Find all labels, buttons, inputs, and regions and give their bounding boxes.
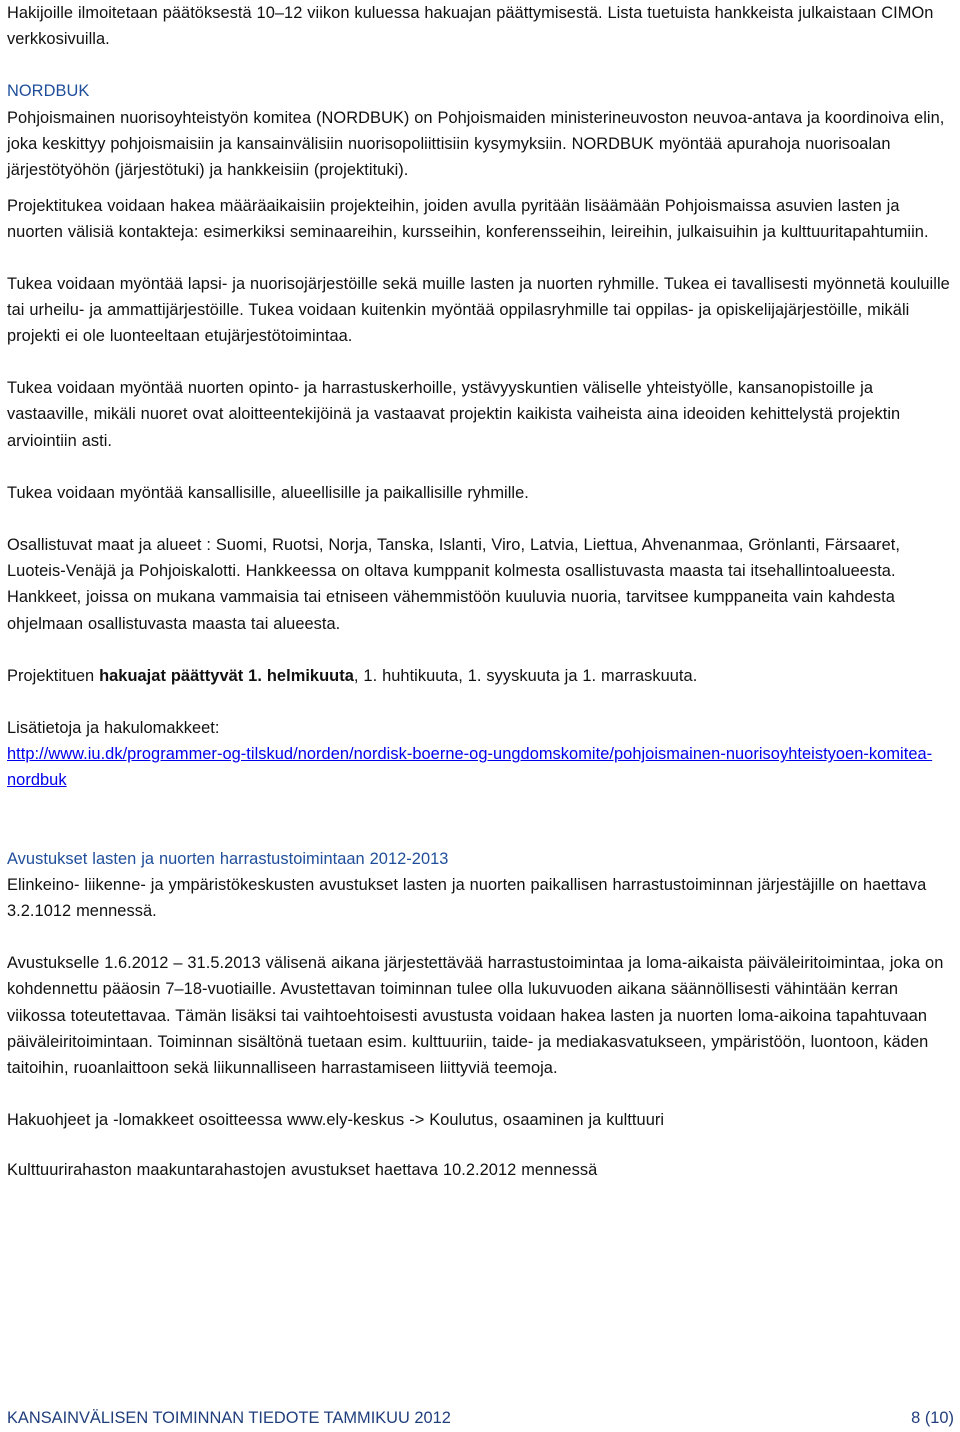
projektituki-paragraph: Projektitukea voidaan hakea määräaikaisiin projekteihin, joiden avulla pyritään lisäämään Pohjoismaissa asuvien lasten ja nuorten välisiä kontakteja: esimerkiksi seminaareihin, kursseihin, konferensseihin, leireihin, julkaisuihin ja kulttuuritapahtumiin.: [7, 197, 929, 242]
avustukset-heading: Avustukset lasten ja nuorten harrastustoimintaan 2012-2013: [7, 849, 449, 868]
intro-paragraph: Hakijoille ilmoitetaan päätöksestä 10–12 viikon kuluessa hakuajan päättymisestä. Lista tuetuista hankkeista julkaistaan CIMOn verkkosivuilla.: [7, 4, 934, 49]
tuki-ryhmille-paragraph: Tukea voidaan myöntää lapsi- ja nuorisojärjestöille sekä muille lasten ja nuorten ryhmille. Tukea ei tavallisesti myönnetä kouluille tai urheilu- ja ammattijärjestöille. Tukea voidaan kuitenkin myöntää oppilasryhmille tai oppilas- ja opiskelijajärjestöille, mikäli projekti ei ole luonteeltaan etujärjestötoimintaa.: [7, 274, 950, 346]
spacer: [7, 924, 953, 950]
footer-page-number: 8 (10): [911, 1409, 954, 1427]
spacer: [7, 689, 953, 715]
nordbuk-heading: NORDBUK: [7, 82, 90, 101]
spacer: [7, 454, 953, 480]
hakuajat-rest: , 1. huhtikuuta, 1. syyskuuta ja 1. marraskuuta.: [353, 666, 698, 685]
document-page: [7, 0, 953, 1183]
avustukset-body: Avustukselle 1.6.2012 – 31.5.2013 välisenä aikana järjestettävää harrastustoimintaa ja loma-aikaista päiväleiritoimintaa, joka on kohdennettu pääosin 7–18-vuotiaille. Avustettavan toiminnan tulee olla lukuvuoden aikana säännöllisesti vähintään kerran viikossa toteutettavaa. Tämän lisäksi tai vaihtoehtoisesti avustusta voidaan hakea lasten ja nuorten loma-aikoina tapahtuvaan päiväleiritoimintaan. Toiminnan sisältönä tuetaan esim. kulttuuriin, taide- ja mediakasvatukseen, ympäristöön, luontoon, käden taitoihin, ruoanlaittoon sekä liikunnalliseen harrastamiseen liittyviä teemoja.: [7, 954, 944, 1078]
tuki-yhteistyolle-paragraph: Tukea voidaan myöntää nuorten opinto- ja harrastuskerhoille, ystävyyskuntien väliselle yhteistyölle, kansanopistoille ja vastaaville, mikäli nuoret ovat aloitteentekijöinä ja vastaavat projektin kaikista vaiheista aina ideoiden kehittelystä projektin arviointiin asti.: [7, 379, 901, 450]
tuki-alueellisille-paragraph: Tukea voidaan myöntää kansallisille, alueellisille ja paikallisille ryhmille.: [7, 483, 529, 502]
spacer: [7, 506, 953, 532]
hakuajat-paragraph: [7, 663, 953, 689]
spacer: [7, 246, 953, 271]
hakuajat-prefix: Projektituen: [7, 666, 100, 685]
spacer: [7, 1134, 953, 1157]
spacer: [7, 637, 953, 663]
osallistuvat-maat-paragraph: Osallistuvat maat ja alueet : Suomi, Ruotsi, Norja, Tanska, Islanti, Viro, Latvia, Liettua, Ahvenanmaa, Grönlanti, Färsaaret, Luoteis-Venäjä ja Pohjoiskalotti. Hankkeessa on oltava kumppanit kolmesta osallistuvasta maasta tai itsehallintoalueesta. Hankkeet, joissa on mukana vammaisia tai etniseen vähemmistöön kuuluvia nuoria, tarvitsee kumppaneita vain kahdesta ohjelmaan osallistuvasta maasta tai alueesta.: [7, 536, 900, 633]
spacer: [7, 183, 953, 193]
avustukset-intro: Elinkeino- liikenne- ja ympäristökeskusten avustukset lasten ja nuorten paikallisen harrastustoiminnan järjestäjille on haettava 3.2.1012 mennessä.: [7, 875, 927, 921]
nordbuk-link-paragraph: [7, 741, 953, 793]
spacer: [7, 1081, 953, 1107]
kulttuurirahasto-paragraph: Kulttuurirahaston maakuntarahastojen avustukset haettava 10.2.2012 mennessä: [7, 1160, 598, 1179]
lisatietoja-label: Lisätietoja ja hakulomakkeet:: [7, 719, 220, 738]
nordbuk-description: Pohjoismainen nuorisoyhteistyön komitea (NORDBUK) on Pohjoismaiden ministerineuvoston neuvoa-antava ja koordinoiva elin, joka keskittyy pohjoismaisiin ja kansainvälisiin nuorisopoliittisiin kysymyksiin. NORDBUK myöntää apurahoja nuorisoalan järjestötyöhön (järjestötuki) ja hankkeisiin (projektituki).: [7, 108, 945, 180]
spacer: [7, 794, 953, 846]
footer-title: KANSAINVÄLISEN TOIMINNAN TIEDOTE TAMMIKUU 2012: [7, 1409, 451, 1427]
hakuohjeet-paragraph: Hakuohjeet ja -lomakkeet osoitteessa www.ely-keskus -> Koulutus, osaaminen ja kulttuuri: [7, 1111, 665, 1130]
spacer: [7, 52, 953, 78]
spacer: [7, 349, 953, 375]
nordbuk-link[interactable]: http://www.iu.dk/programmer-og-tilskud/norden/nordisk-boerne-og-ungdomskomite/pohjoismainen-nuorisoyhteistyoen-komitea-nordbuk: [7, 745, 933, 790]
hakuajat-bold: hakuajat päättyvät 1. helmikuuta: [99, 666, 354, 685]
